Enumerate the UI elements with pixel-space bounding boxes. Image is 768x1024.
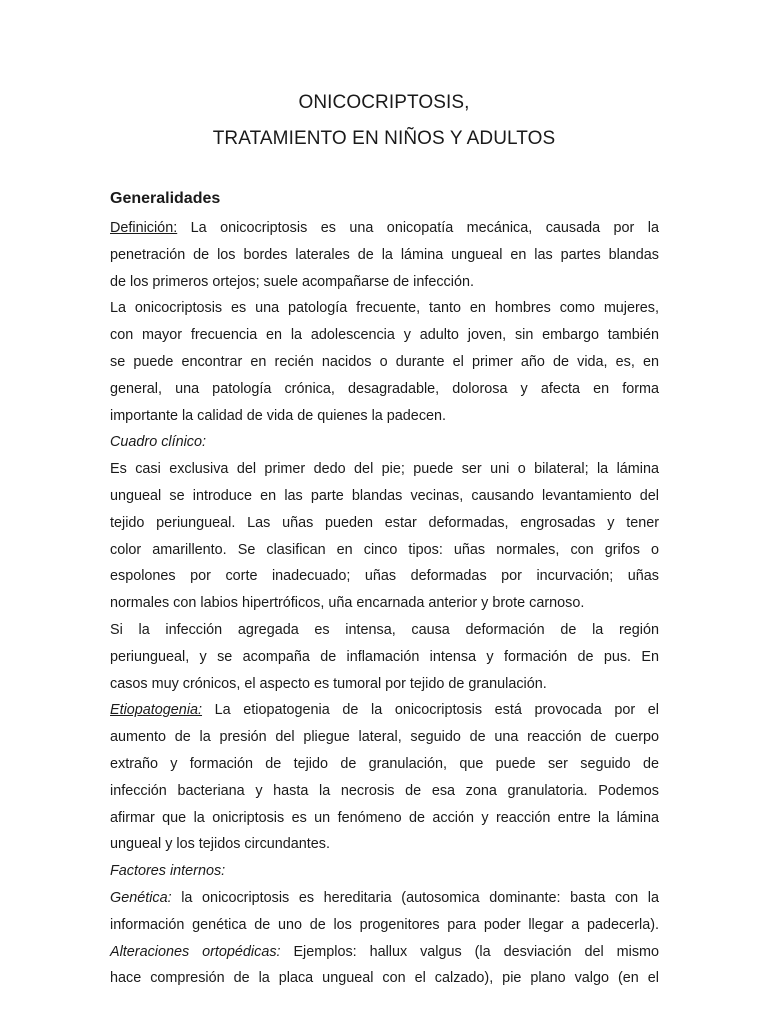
line-text: Es casi exclusiva del primer dedo del pie; puede ser uni o bilateral; la lámina xyxy=(110,461,659,478)
body-line xyxy=(110,755,659,773)
line-text: afirmar que la onicriptosis es un fenómeno de acción y reacción entre la lámina xyxy=(110,809,659,826)
body-line xyxy=(110,943,659,961)
line-text: La onicocriptosis es una onicopatía mecánica, causada por la xyxy=(177,220,659,236)
body-line xyxy=(110,433,659,451)
body-line xyxy=(110,219,659,237)
line-text: la onicocriptosis es hereditaria (autosomica dominante: basta con la xyxy=(171,890,659,906)
line-text: de los primeros ortejos; suele acompañarse de infección. xyxy=(110,273,474,290)
body-line xyxy=(110,353,659,371)
body-line xyxy=(110,273,659,291)
line-text: información genética de uno de los progenitores para poder llegar a padecerla). xyxy=(110,916,659,933)
body-line xyxy=(110,862,659,880)
line-text: La etiopatogenia de la onicocriptosis está provocada por el xyxy=(202,702,659,719)
line-text: color amarillento. Se clasifican en cinco tipos: uñas normales, con grifos o xyxy=(110,541,659,558)
section-heading: Generalidades xyxy=(110,190,221,207)
body-line xyxy=(110,567,659,585)
body-line xyxy=(110,487,659,505)
body-line xyxy=(110,835,659,853)
body-line xyxy=(110,621,659,639)
inline-label: Definición: xyxy=(110,220,178,236)
line-text: ungueal y los tejidos circundantes. xyxy=(110,836,330,853)
line-text: espolones por corte inadecuado; uñas deformadas por incurvación; uñas xyxy=(110,568,659,585)
body-line xyxy=(110,675,659,693)
body-line xyxy=(110,380,659,398)
body-line xyxy=(110,246,659,264)
line-text: Ejemplos: hallux valgus (la desviación del mismo xyxy=(280,943,659,960)
line-text: La onicocriptosis es una patología frecuente, tanto en hombres como mujeres, xyxy=(110,300,659,317)
line-text: aumento de la presión del pliegue lateral, seguido de una reacción de cuerpo xyxy=(110,729,659,746)
line-text: importante la calidad de vida de quienes la padecen. xyxy=(110,407,447,424)
body-line xyxy=(110,594,659,612)
body-line xyxy=(110,782,659,800)
body-line xyxy=(110,460,659,478)
line-text: general, una patología crónica, desagradable, dolorosa y afecta en forma xyxy=(110,380,659,397)
line-text: extraño y formación de tejido de granulación, que puede ser seguido de xyxy=(110,756,659,772)
line-text: casos muy crónicos, el aspecto es tumoral por tejido de granulación. xyxy=(110,675,547,692)
body-line xyxy=(110,648,659,666)
inline-label: Etiopatogenia: xyxy=(110,702,203,719)
body-line xyxy=(110,889,659,907)
line-text: Si la infección agregada es intensa, causa deformación de la región xyxy=(110,622,659,638)
line-text: periungueal, y se acompaña de inflamación intensa y formación de pus. En xyxy=(110,648,659,665)
line-text: ungueal se introduce en las parte blandas vecinas, causando levantamiento del xyxy=(110,488,659,504)
body-line xyxy=(110,407,659,425)
body-line xyxy=(110,299,659,317)
body-line xyxy=(110,916,659,934)
body-line xyxy=(110,514,659,532)
body-line xyxy=(110,728,659,746)
body-line xyxy=(110,326,659,344)
document-title-line-1: ONICOCRIPTOSIS, xyxy=(298,92,470,113)
body-line xyxy=(110,969,659,987)
line-text: se puede encontrar en recién nacidos o durante el primer año de vida, es, en xyxy=(110,354,659,370)
line-text: con mayor frecuencia en la adolescencia y adulto joven, sin embargo también xyxy=(110,327,659,344)
inline-label: Cuadro clínico: xyxy=(110,434,206,451)
body-line xyxy=(110,701,659,719)
line-text: tejido periungueal. Las uñas pueden estar deformadas, engrosadas y tener xyxy=(110,514,659,531)
body-line xyxy=(110,541,659,559)
line-text: infección bacteriana y hasta la necrosis de esa zona granulatoria. Podemos xyxy=(110,782,659,799)
line-text: hace compresión de la placa ungueal con el calzado), pie plano valgo (en el xyxy=(110,970,659,987)
body-line xyxy=(110,809,659,827)
line-text: normales con labios hipertróficos, uña encarnada anterior y brote carnoso. xyxy=(110,595,585,612)
inline-label: Alteraciones ortopédicas: xyxy=(110,943,281,960)
line-text: penetración de los bordes laterales de la lámina ungueal en las partes blandas xyxy=(110,246,659,263)
inline-label: Factores internos: xyxy=(110,863,226,880)
document-title-line-2: TRATAMIENTO EN NIÑOS Y ADULTOS xyxy=(212,128,556,149)
inline-label: Genética: xyxy=(110,890,172,906)
